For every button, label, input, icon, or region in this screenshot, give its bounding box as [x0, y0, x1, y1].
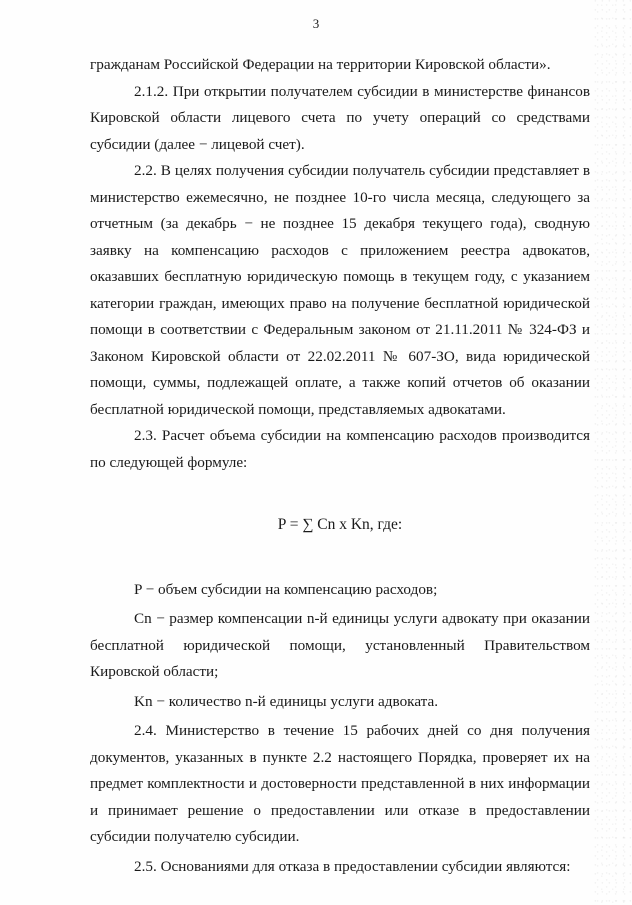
page-number: 3	[312, 16, 320, 31]
scan-edge-noise	[594, 0, 632, 905]
paragraph-2-3: 2.3. Расчет объема субсидии на компенсацию расходов производится по следующей формуле:	[90, 427, 590, 471]
subsidy-formula: P = ∑ Cn x Kn, где:	[277, 516, 403, 533]
paragraph-continuation: гражданам Российской Федерации на территории Кировской области».	[90, 56, 551, 73]
paragraph-2-4: 2.4. Министерство в течение 15 рабочих дней со дня получения документов, указанных в пункте 2.2 настоящего Порядка, проверяет их на предмет комплектности и достоверности представленной в них информации и принимает решение о предоставлении или отказе в предоставлении субсидии получателю субсидии.	[90, 722, 590, 845]
paragraph-2-2: 2.2. В целях получения субсидии получатель субсидии представляет в министерство ежемесячно, не позднее 10-го числа месяца, следующего за отчетным (за декабрь − не позднее 15 декабря текущего года), сводную заявку на компенсацию расходов с приложением реестра адвокатов, оказавших бесплатную юридическую помощь в текущем году, с указанием категории граждан, имеющих право на получение бесплатной юридической помощи в соответствии с Федеральным законом от 21.11.2011 № 324-ФЗ и Законом Кировской области от 22.02.2011 № 607-ЗО, вида юридической помощи, суммы, подлежащей оплате, а также копий отчетов об оказании бесплатной юридической помощи, представляемых адвокатами.	[90, 162, 590, 418]
document-body	[90, 52, 590, 880]
definition-cn: Cn − размер компенсации n-й единицы услуги адвокату при оказании бесплатной юридической помощи, установленный Правительством Кировской области;	[90, 610, 590, 680]
paragraph-2-1-2: 2.1.2. При открытии получателем субсидии в министерстве финансов Кировской области лицевого счета по учету операций со средствами субсидии (далее − лицевой счет).	[90, 82, 590, 153]
paragraph-2-5: 2.5. Основаниями для отказа в предоставлении субсидии являются:	[134, 857, 571, 875]
definition-p: P − объем субсидии на компенсацию расходов;	[134, 580, 438, 598]
definition-kn: Kn − количество n-й единицы услуги адвоката.	[134, 692, 439, 710]
